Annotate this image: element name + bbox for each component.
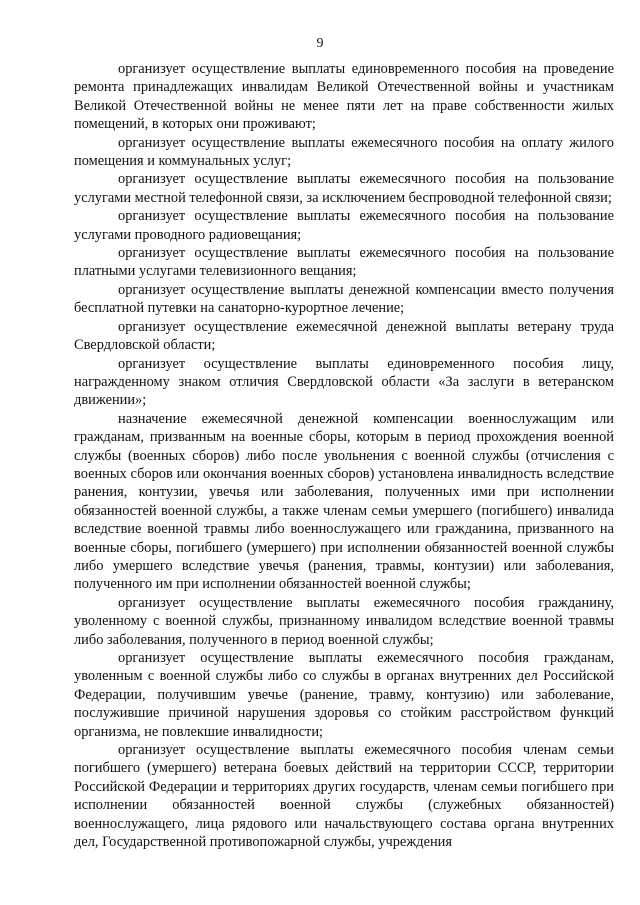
paragraph: организует осуществление выплаты ежемесячного пособия гражданам, уволенным с военной службы либо со службы в органах внутренних дел Российской Федерации, получившим увечье (ранение, травму, контузию) или заболевание, послужившие причиной нарушения здоровья со стойким расстройством функций организма, не повлекшие инвалидности;: [74, 650, 614, 740]
paragraph: организует осуществление выплаты единовременного пособия на проведение ремонта принадлежащих инвалидам Великой Отечественной войны и участникам Великой Отечественной войны не менее пяти лет на праве собственности жилых помещений, в которых они проживают;: [74, 61, 614, 133]
paragraph: организует осуществление выплаты ежемесячного пособия членам семьи погибшего (умершего) ветерана боевых действий на территории СССР, территории Российской Федерации и территориях других государств, членам семьи погибшего при исполнении обязанностей военной службы (служебных обязанностей) военнослужащего, лица рядового или начальствующего состава органа внутренних дел, Государственной противопожарной службы, учреждения: [74, 742, 614, 851]
page-number: 9: [316, 36, 324, 51]
paragraph: организует осуществление выплаты ежемесячного пособия на оплату жилого помещения и коммунальных услуг;: [74, 134, 614, 170]
paragraph: организует осуществление ежемесячной денежной выплаты ветерану труда Свердловской области;: [74, 318, 614, 354]
paragraph: назначение ежемесячной денежной компенсации военнослужащим или гражданам, призванным на военные сборы, которым в период прохождения военной службы (военных сборов) либо после увольнения с военной службы (отчисления с военных сборов или окончания военных сборов) установлена инвалидность вследствие ранения, контузии, увечья или заболевания, полученных ими при исполнении обязанностей военной службы, а также членам семьи умершего (погибшего) инвалида вследствие военной травмы либо военнослужащего или гражданина, призванного на военные сборы, погибшего (умершего) при исполнении обязанностей военной службы либо умершего вследствие увечья (ранения, травмы, контузии) или заболевания, полученного им при исполнении обязанностей военной службы;: [74, 410, 614, 593]
paragraph: организует осуществление выплаты ежемесячного пособия на пользование услугами местной телефонной связи, за исключением беспроводной телефонной связи;: [74, 171, 614, 206]
document-body: [74, 60, 614, 851]
paragraph: организует осуществление выплаты единовременного пособия лицу, награжденному знаком отличия Свердловской области «За заслуги в ветеранском движении»;: [74, 355, 614, 409]
paragraph: организует осуществление выплаты ежемесячного пособия на пользование платными услугами телевизионного вещания;: [74, 245, 614, 280]
paragraph: организует осуществление выплаты ежемесячного пособия гражданину, уволенному с военной службы, признанному инвалидом вследствие военной травмы либо заболевания, полученного в период военной службы;: [74, 594, 614, 648]
paragraph: организует осуществление выплаты ежемесячного пособия на пользование услугами проводного радиовещания;: [74, 208, 614, 243]
paragraph: организует осуществление выплаты денежной компенсации вместо получения бесплатной путевки на санаторно-курортное лечение;: [74, 281, 614, 317]
